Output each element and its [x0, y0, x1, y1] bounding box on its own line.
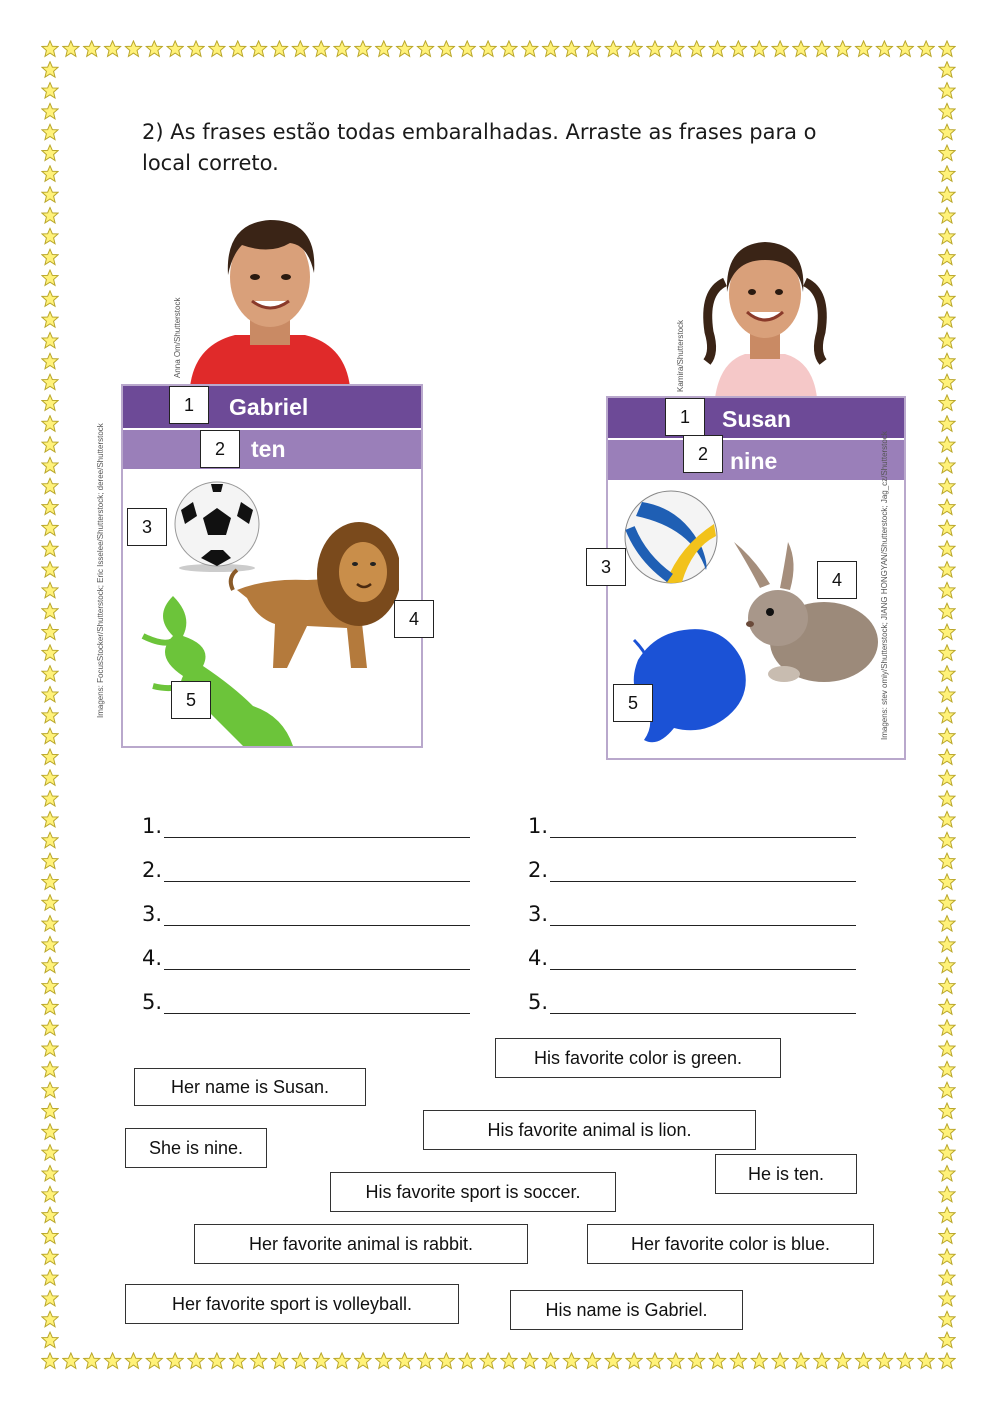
- photo-credit: Anna Om/Shutterstock: [173, 297, 182, 378]
- star-icon: [855, 1353, 871, 1368]
- star-icon: [480, 1353, 496, 1368]
- star-icon: [814, 1353, 830, 1368]
- star-icon: [939, 1103, 955, 1118]
- star-icon: [584, 1353, 600, 1368]
- star-icon: [939, 166, 955, 181]
- star-icon: [42, 1020, 58, 1035]
- star-icon: [438, 1353, 454, 1368]
- star-icon: [417, 1353, 433, 1368]
- star-icon: [42, 332, 58, 347]
- star-icon: [939, 1061, 955, 1076]
- label-2: 2: [683, 435, 723, 473]
- star-icon: [459, 41, 475, 56]
- star-icon: [376, 41, 392, 56]
- label-1: 1: [169, 386, 209, 424]
- star-icon: [42, 270, 58, 285]
- star-icon: [939, 1228, 955, 1243]
- label-3: 3: [127, 508, 167, 546]
- star-icon: [42, 978, 58, 993]
- star-icon: [42, 1353, 58, 1368]
- star-icon: [563, 41, 579, 56]
- phrase-he-is-ten[interactable]: He is ten.: [715, 1154, 857, 1194]
- star-icon: [42, 1332, 58, 1347]
- star-icon: [42, 457, 58, 472]
- star-icon: [563, 1353, 579, 1368]
- label-3: 3: [586, 548, 626, 586]
- star-icon: [42, 874, 58, 889]
- star-icon: [939, 416, 955, 431]
- star-icon: [939, 395, 955, 410]
- star-icon: [334, 41, 350, 56]
- star-icon: [125, 41, 141, 56]
- star-icon: [251, 1353, 267, 1368]
- star-icon: [939, 83, 955, 98]
- star-icon: [42, 1186, 58, 1201]
- star-icon: [42, 83, 58, 98]
- star-icon: [626, 1353, 642, 1368]
- answer-slot-right-1[interactable]: 1.: [528, 814, 856, 838]
- phrase-her-favorite-animal[interactable]: Her favorite animal is rabbit.: [194, 1224, 528, 1264]
- star-icon: [939, 1332, 955, 1347]
- star-icon: [709, 41, 725, 56]
- star-icon: [42, 103, 58, 118]
- star-icon: [939, 811, 955, 826]
- answer-slot-left-3[interactable]: 3.: [142, 902, 470, 926]
- instruction-text: 2) As frases estão todas embaralhadas. Arraste as frases para o local correto.: [142, 120, 817, 175]
- star-icon: [897, 1353, 913, 1368]
- star-icon: [939, 957, 955, 972]
- star-icon: [522, 1353, 538, 1368]
- label-2: 2: [200, 430, 240, 468]
- star-icon: [42, 1082, 58, 1097]
- star-icon: [42, 728, 58, 743]
- star-icon: [42, 770, 58, 785]
- star-icon: [709, 1353, 725, 1368]
- star-icon: [42, 957, 58, 972]
- star-icon: [355, 41, 371, 56]
- star-icon: [605, 1353, 621, 1368]
- star-icon: [42, 437, 58, 452]
- star-icon: [42, 208, 58, 223]
- star-icon: [939, 208, 955, 223]
- star-icon: [939, 916, 955, 931]
- star-icon: [42, 811, 58, 826]
- star-icon: [125, 1353, 141, 1368]
- star-icon: [188, 41, 204, 56]
- star-icon: [42, 1041, 58, 1056]
- star-icon: [939, 41, 955, 56]
- star-icon: [42, 353, 58, 368]
- star-icon: [42, 1249, 58, 1264]
- star-icon: [939, 291, 955, 306]
- star-icon: [939, 791, 955, 806]
- star-icon: [42, 1270, 58, 1285]
- star-icon: [939, 624, 955, 639]
- star-icon: [543, 1353, 559, 1368]
- star-icon: [939, 1165, 955, 1180]
- star-icon: [376, 1353, 392, 1368]
- star-icon: [835, 41, 851, 56]
- star-icon: [438, 41, 454, 56]
- photo-credit: Kamira/Shutterstock: [676, 319, 685, 392]
- star-icon: [605, 41, 621, 56]
- star-icon: [42, 1311, 58, 1326]
- card-name: Gabriel: [229, 394, 309, 420]
- star-icon: [522, 41, 538, 56]
- phrase-her-favorite-sport[interactable]: Her favorite sport is volleyball.: [125, 1284, 459, 1324]
- star-icon: [84, 41, 100, 56]
- star-icon: [939, 1249, 955, 1264]
- star-icon: [939, 499, 955, 514]
- star-icon: [939, 1353, 955, 1368]
- label-5: 5: [171, 681, 211, 719]
- star-icon: [42, 999, 58, 1014]
- star-icon: [42, 1124, 58, 1139]
- card-name: Susan: [722, 406, 792, 432]
- star-icon: [939, 541, 955, 556]
- phrase-her-favorite-color[interactable]: Her favorite color is blue.: [587, 1224, 874, 1264]
- star-icon: [626, 41, 642, 56]
- star-icon: [501, 41, 517, 56]
- star-icon: [167, 1353, 183, 1368]
- star-icon: [939, 1041, 955, 1056]
- answer-slot-right-5[interactable]: 5.: [528, 990, 856, 1014]
- star-icon: [647, 41, 663, 56]
- phrase-his-favorite-animal[interactable]: His favorite animal is lion.: [423, 1110, 756, 1150]
- star-icon: [42, 166, 58, 181]
- star-icon: [42, 41, 58, 56]
- phrase-his-name[interactable]: His name is Gabriel.: [510, 1290, 743, 1330]
- star-icon: [42, 895, 58, 910]
- star-icon: [313, 41, 329, 56]
- star-icon: [584, 41, 600, 56]
- volleyball-image: [622, 488, 720, 586]
- green-splash-image: [133, 596, 303, 746]
- star-icon: [63, 41, 79, 56]
- answer-slot-right-2[interactable]: 2.: [528, 858, 856, 882]
- star-icon: [814, 41, 830, 56]
- star-icon: [939, 582, 955, 597]
- star-icon: [543, 41, 559, 56]
- star-icon: [42, 582, 58, 597]
- star-icon: [939, 145, 955, 160]
- star-icon: [42, 853, 58, 868]
- star-icon: [939, 562, 955, 577]
- star-icon: [939, 749, 955, 764]
- star-icon: [939, 832, 955, 847]
- star-icon: [42, 478, 58, 493]
- star-icon: [939, 1145, 955, 1160]
- star-icon: [397, 41, 413, 56]
- star-icon: [42, 832, 58, 847]
- star-icon: [939, 645, 955, 660]
- star-icon: [668, 1353, 684, 1368]
- star-icon: [42, 1165, 58, 1180]
- label-1: 1: [665, 398, 705, 436]
- star-icon: [939, 1082, 955, 1097]
- star-icon: [42, 916, 58, 931]
- star-icon: [42, 499, 58, 514]
- answer-slot-left-1[interactable]: 1.: [142, 814, 470, 838]
- star-icon: [939, 853, 955, 868]
- star-icon: [42, 686, 58, 701]
- star-icon: [835, 1353, 851, 1368]
- star-icon: [188, 1353, 204, 1368]
- star-icon: [42, 1290, 58, 1305]
- star-icon: [480, 41, 496, 56]
- label-4: 4: [394, 600, 434, 638]
- star-icon: [939, 62, 955, 77]
- star-icon: [42, 249, 58, 264]
- star-icon: [104, 41, 120, 56]
- star-icon: [939, 999, 955, 1014]
- star-icon: [939, 478, 955, 493]
- star-icon: [313, 1353, 329, 1368]
- star-icon: [42, 291, 58, 306]
- star-icon: [751, 41, 767, 56]
- star-icon: [230, 1353, 246, 1368]
- star-icon: [939, 707, 955, 722]
- star-icon: [146, 41, 162, 56]
- star-icon: [292, 1353, 308, 1368]
- star-icon: [772, 41, 788, 56]
- star-icon: [42, 645, 58, 660]
- star-icon: [772, 1353, 788, 1368]
- phrase-his-favorite-sport[interactable]: His favorite sport is soccer.: [330, 1172, 616, 1212]
- star-icon: [167, 41, 183, 56]
- card-age: nine: [730, 448, 778, 474]
- star-icon: [42, 145, 58, 160]
- star-icon: [292, 41, 308, 56]
- star-icon: [668, 41, 684, 56]
- star-icon: [939, 1124, 955, 1139]
- star-icon: [939, 270, 955, 285]
- star-icon: [939, 770, 955, 785]
- star-icon: [939, 603, 955, 618]
- star-icon: [897, 41, 913, 56]
- star-icon: [939, 1311, 955, 1326]
- star-icon: [104, 1353, 120, 1368]
- star-icon: [793, 1353, 809, 1368]
- star-icon: [417, 41, 433, 56]
- star-icon: [42, 1103, 58, 1118]
- boy-photo: [190, 215, 350, 387]
- star-icon: [42, 562, 58, 577]
- star-icon: [42, 416, 58, 431]
- star-icon: [939, 1186, 955, 1201]
- star-icon: [42, 312, 58, 327]
- star-icon: [939, 728, 955, 743]
- star-icon: [397, 1353, 413, 1368]
- answer-slot-left-2[interactable]: 2.: [142, 858, 470, 882]
- card-box: [121, 384, 423, 748]
- star-icon: [84, 1353, 100, 1368]
- star-icon: [939, 1207, 955, 1222]
- star-icon: [939, 312, 955, 327]
- star-icon: [939, 520, 955, 535]
- star-icon: [146, 1353, 162, 1368]
- star-icon: [42, 603, 58, 618]
- star-icon: [751, 1353, 767, 1368]
- star-icon: [251, 41, 267, 56]
- star-icon: [939, 1270, 955, 1285]
- star-icon: [939, 187, 955, 202]
- star-icon: [271, 1353, 287, 1368]
- star-icon: [689, 41, 705, 56]
- star-icon: [459, 1353, 475, 1368]
- images-credit: Imagens: FocusStocker/Shutterstock; Eric Isselee/Shutterstock; deree/Shutterstock: [96, 423, 105, 718]
- star-icon: [876, 1353, 892, 1368]
- star-icon: [939, 457, 955, 472]
- star-icon: [42, 666, 58, 681]
- card-age: ten: [251, 436, 286, 462]
- label-4: 4: [817, 561, 857, 599]
- star-icon: [42, 395, 58, 410]
- star-icon: [939, 249, 955, 264]
- label-5: 5: [613, 684, 653, 722]
- star-icon: [939, 895, 955, 910]
- star-icon: [42, 707, 58, 722]
- star-icon: [939, 978, 955, 993]
- star-icon: [793, 41, 809, 56]
- answer-slot-left-4[interactable]: 4.: [142, 946, 470, 970]
- star-icon: [730, 41, 746, 56]
- star-icon: [939, 874, 955, 889]
- star-icon: [42, 624, 58, 639]
- star-icon: [939, 228, 955, 243]
- star-icon: [42, 187, 58, 202]
- star-icon: [42, 1228, 58, 1243]
- phrase-she-is-nine[interactable]: She is nine.: [125, 1128, 267, 1168]
- star-icon: [42, 1061, 58, 1076]
- phrase-her-name[interactable]: Her name is Susan.: [134, 1068, 366, 1106]
- answer-slot-left-5[interactable]: 5.: [142, 990, 470, 1014]
- star-icon: [689, 1353, 705, 1368]
- star-icon: [939, 353, 955, 368]
- star-icon: [271, 41, 287, 56]
- star-icon: [209, 1353, 225, 1368]
- star-icon: [209, 41, 225, 56]
- star-icon: [42, 228, 58, 243]
- star-icon: [918, 1353, 934, 1368]
- star-icon: [647, 1353, 663, 1368]
- star-icon: [876, 41, 892, 56]
- images-credit: Imagens: stev omiy/Shutterstock; JIANG HONGYAN/Shutterstock; Jag_cz/Shutterstock: [880, 431, 889, 740]
- star-icon: [42, 374, 58, 389]
- star-icon: [42, 791, 58, 806]
- answer-slot-right-3[interactable]: 3.: [528, 902, 856, 926]
- star-icon: [855, 41, 871, 56]
- star-icon: [42, 520, 58, 535]
- star-icon: [42, 1145, 58, 1160]
- star-icon: [42, 541, 58, 556]
- star-icon: [939, 124, 955, 139]
- star-icon: [42, 124, 58, 139]
- star-icon: [939, 103, 955, 118]
- star-icon: [501, 1353, 517, 1368]
- answer-slot-right-4[interactable]: 4.: [528, 946, 856, 970]
- girl-photo: [695, 232, 835, 398]
- star-icon: [939, 437, 955, 452]
- star-icon: [918, 41, 934, 56]
- star-icon: [939, 374, 955, 389]
- star-icon: [730, 1353, 746, 1368]
- star-icon: [42, 1207, 58, 1222]
- star-icon: [42, 936, 58, 951]
- star-icon: [939, 332, 955, 347]
- star-icon: [63, 1353, 79, 1368]
- star-icon: [355, 1353, 371, 1368]
- star-icon: [939, 936, 955, 951]
- star-icon: [939, 686, 955, 701]
- star-icon: [42, 62, 58, 77]
- star-icon: [939, 666, 955, 681]
- star-icon: [939, 1290, 955, 1305]
- star-icon: [939, 1020, 955, 1035]
- star-icon: [230, 41, 246, 56]
- star-icon: [42, 749, 58, 764]
- phrase-his-favorite-color[interactable]: His favorite color is green.: [495, 1038, 781, 1078]
- star-icon: [334, 1353, 350, 1368]
